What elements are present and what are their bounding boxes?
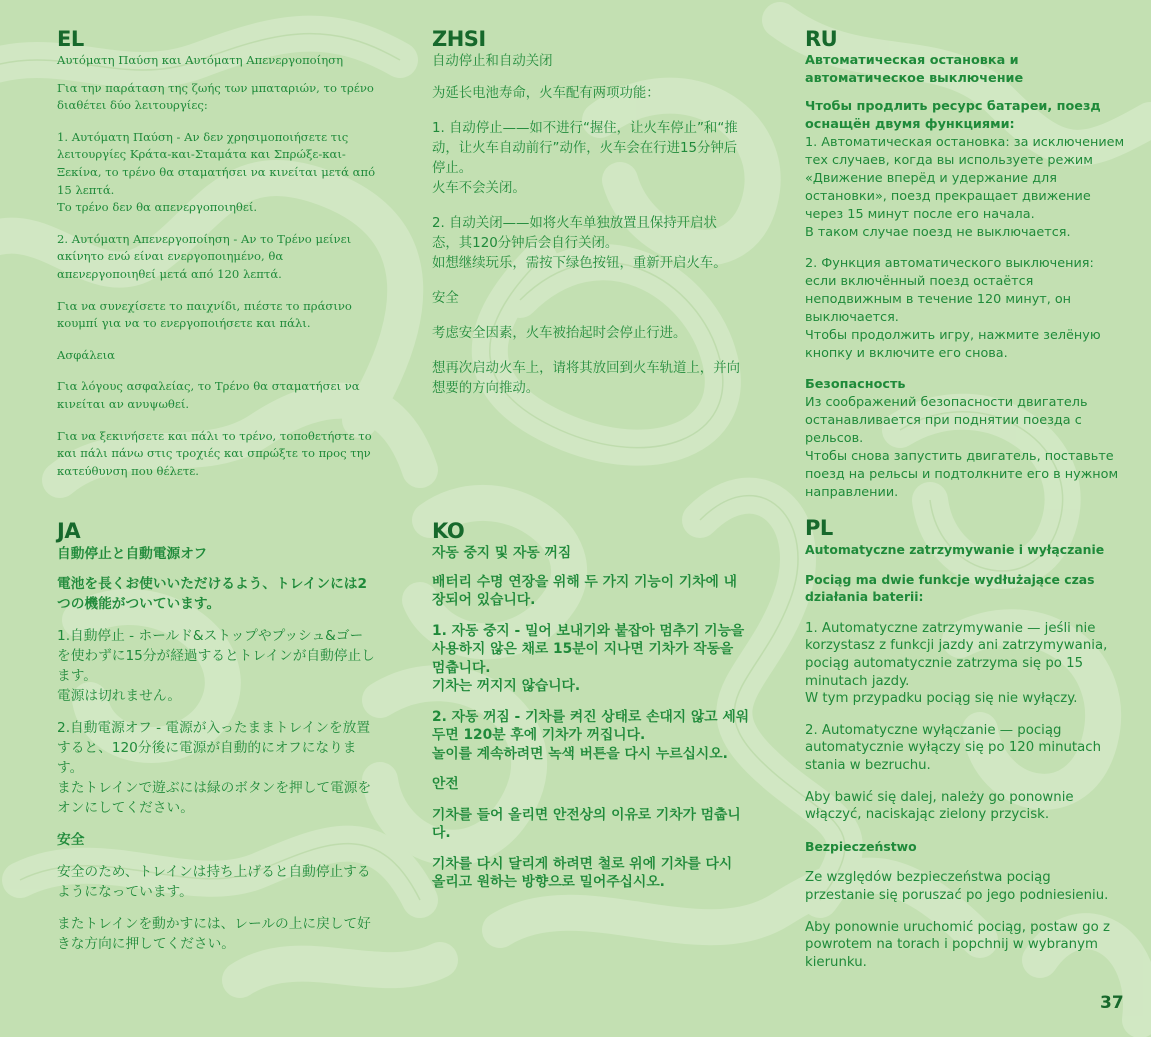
safety-text-1: Για λόγους ασφαλείας, το Τρένο θα σταματήσει να κινείται αν ανυψωθεί. (57, 379, 360, 411)
auto-stop-text: 1. Automatyczne zatrzymywanie — jeśli nie korzystasz z funkcji jazdy ani zatrzymywania, pociąg automatycznie zatrzyma się po 15 minutach jazdy. W tym przypadku pociąg się nie wyłączy. (805, 620, 1108, 707)
auto-stop-text: 1. 自动停止——如不进行“握住，让火车停止”和“推动，让火车自动前行”动作，火车会在行进15分钟后停止。 火车不会关闭。 (432, 121, 738, 196)
section-title: 自动停止和自动关闭 (432, 54, 553, 69)
auto-stop-text: 1. 자동 중지 - 밀어 보내기와 붙잡아 멈추기 기능을 사용하지 않은 채로 15분이 지나면 기차가 작동을 멈춥니다. 기차는 꺼지지 않습니다. (432, 622, 745, 694)
language-code: ZHSI (432, 27, 486, 51)
safety-text-1: Ze względów bezpieczeństwa pociąg przestanie się poruszać po jego podniesieniu. (805, 870, 1109, 903)
section-el (57, 28, 377, 494)
language-code: KO (432, 519, 465, 543)
safety-text-2: 기차를 다시 달리게 하려면 철로 위에 기차를 다시 올리고 원하는 방향으로 밀어주십시오. (432, 855, 733, 890)
safety-text-2: 想再次启动火车上，请将其放回到火车轨道上，并向想要的方向推动。 (432, 361, 740, 396)
continue-text: Για να συνεχίσετε το παιχνίδι, πιέστε το πράσινο κουμπί για να το ενεργοποιήσετε και πάλι. (57, 298, 352, 331)
language-code: RU (805, 27, 838, 51)
auto-off-text: 2.自動電源オフ - 電源が入ったままトレインを放置すると、120分後に電源が自動的にオフになります。 またトレインで遊ぶには緑のボタンを押して電源をオンにしてください。 (57, 720, 372, 816)
intro-text: 배터리 수명 연장을 위해 두 가지 기능이 기차에 내장되어 있습니다. (432, 573, 737, 608)
safety-text: Из соображений безопасности двигатель останавливается при поднятии поезда с рельсов. Чтобы снова запустить двигатель, поставьте поезд на рельсы и подтолкните его в нужном направлении. (805, 395, 1119, 500)
safety-heading: 安全 (57, 832, 85, 848)
safety-heading: Bezpieczeństwo (805, 838, 917, 854)
section-title: 自動停止と自動電源オフ (57, 546, 208, 562)
safety-text-1: 考虑安全因素，火车被抬起时会停止行进。 (432, 326, 687, 341)
safety-heading: 안전 (432, 776, 459, 792)
section-title: Automatyczne zatrzymywanie i wyłączanie (805, 542, 1105, 557)
auto-stop-text: 1.自動停止 - ホールド&ストップやプッシュ&ゴーを使わずに15分が経過するとトレインが自動停止します。 電源は切れません。 (57, 628, 375, 704)
intro-text: 为延长电池寿命，火车配有两项功能： (432, 86, 660, 101)
safety-text-1: 기차를 들어 올리면 안전상의 이유로 기차가 멈춥니다. (432, 806, 741, 841)
safety-text-1: 安全のため、トレインは持ち上げると自動停止するようになっています。 (57, 864, 371, 900)
safety-heading: 安全 (432, 291, 459, 306)
language-code: JA (57, 519, 81, 543)
section-ko (432, 520, 750, 904)
section-title: 자동 중지 및 자동 꺼짐 (432, 545, 572, 561)
safety-heading: Ασφάλεια (57, 347, 115, 362)
auto-off-text: 2. Функция автоматического выключения: если включённый поезд остаётся неподвижным в течение 120 минут, он выключается. Чтобы продолжить игру, нажмите зелёную кнопку и включите его снова. (805, 256, 1101, 361)
auto-off-text: 2. 自动关闭——如将火车单独放置且保持开启状态，其120分钟后会自行关闭。 如想继续玩乐，需按下绿色按钮，重新开启火车。 (432, 216, 727, 271)
continue-text: Aby bawić się dalej, należy go ponownie włączyć, naciskając zielony przycisk. (805, 789, 1074, 823)
section-ru (805, 28, 1125, 515)
safety-text-2: またトレインを動かすには、レールの上に戻して好きな方向に押してください。 (57, 916, 371, 952)
safety-text-2: Aby ponownie uruchomić pociąg, postaw go z powrotem na torach i popchnij w wybranym kierunku. (805, 919, 1110, 970)
auto-pause-text: 1. Αυτόματη Παύση - Αν δεν χρησιμοποιήσετε τις λειτουργίες Κράτα-και-Σταμάτα και Σπρώξε-και-Ξεκίνα, το τρένο θα σταματήσει να κινείται μετά από 15 λεπτά. Το τρένο δεν θα απενεργοποιηθεί. (57, 129, 376, 215)
page-number: 37 (1100, 993, 1124, 1013)
intro-text: 電池を長くお使いいただけるよう、トレインには2つの機能がついています。 (57, 576, 367, 612)
auto-stop-text: 1. Автоматическая остановка: за исключением тех случаев, когда вы используете режим «Движение вперёд и удержание для остановки», поезд прекращает движение через 15 минут после его начала. В таком случае поезд не выключается. (805, 135, 1125, 240)
language-code: PL (805, 516, 833, 540)
safety-text-2: Για να ξεκινήσετε και πάλι το τρένο, τοποθετήστε το και πάλι πάνω στις τροχιές και σπρώξτε το προς την κατεύθυνση που θέλετε. (57, 428, 372, 478)
intro-text: Για την παράταση της ζωής των μπαταριών, το τρένο διαθέτει δύο λειτουργίες: (57, 80, 374, 113)
intro-text: Чтобы продлить ресурс батареи, поезд оснащён двумя функциями: (805, 99, 1101, 132)
auto-off-text: 2. Αυτόματη Απενεργοποίηση - Αν το Τρένο μείνει ακίνητο ενώ είναι ενεργοποιημένο, θα απενεργοποιηθεί μετά από 120 λεπτά. (57, 231, 352, 281)
section-title: Αυτόματη Παύση και Αυτόματη Απενεργοποίηση (57, 53, 344, 67)
intro-text: Pociąg ma dwie funkcje wydłużające czas działania baterii: (805, 571, 1095, 605)
auto-off-text: 2. 자동 꺼짐 - 기차를 켜진 상태로 손대지 않고 세워 두면 120분 후에 기차가 꺼집니다. 놀이를 계속하려면 녹색 버튼을 다시 누르십시오. (432, 708, 750, 762)
auto-off-text: 2. Automatyczne wyłączanie — pociąg automatycznie wyłączy się po 120 minutach stania w bezruchu. (805, 722, 1102, 773)
section-zhsi (432, 28, 740, 414)
language-code: EL (57, 27, 84, 51)
safety-heading: Безопасность (805, 377, 906, 392)
section-pl (805, 517, 1115, 985)
section-title: Автоматическая остановка и автоматическое выключение (805, 53, 1024, 86)
section-ja (57, 520, 375, 966)
